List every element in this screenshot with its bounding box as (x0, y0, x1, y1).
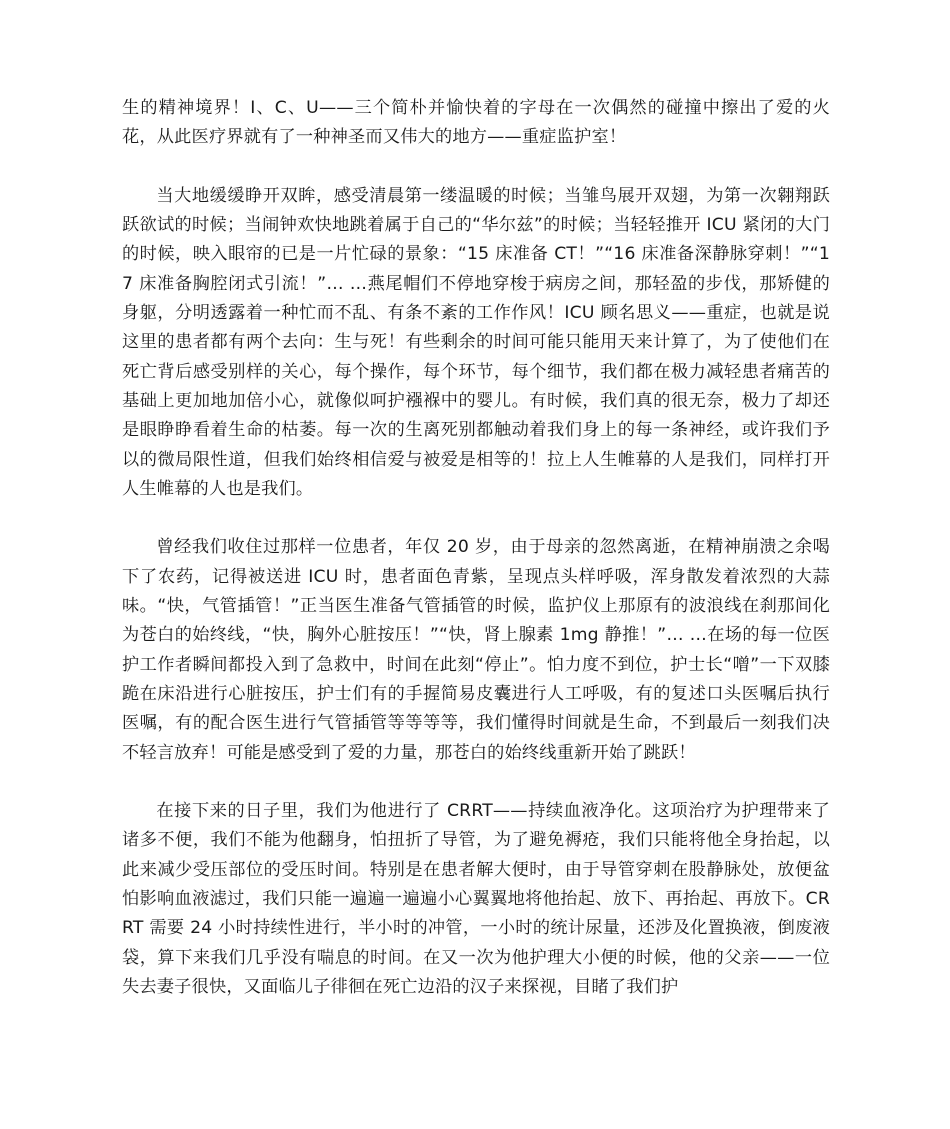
paragraph-4: 在接下来的日子里，我们为他进行了 CRRT——持续血液净化。这项治疗为护理带来了诸多不便，我们不能为他翻身，怕扭折了导管，为了避免褥疮，我们只能将他全身抬起，以此来减少受压部位的受压时间。特别是在患者解大便时，由于导管穿刺在股静脉处，放便盆怕影响血液滤过，我们只能一遍遍一遍遍小心翼翼地将他抬起、放下、再抬起、再放下。CRRT 需要 24 小时持续性进行，半小时的冲管，一小时的统计尿量，还涉及化置换液，倒废液袋，算下来我们几乎没有喘息的时间。在又一次为他护理大小便的时候，他的父亲——一位失去妻子很快，又面临儿子徘徊在死亡边沿的汉子来探视，目睹了我们护 (122, 801, 830, 997)
paragraph-3: 曾经我们收住过那样一位患者，年仅 20 岁，由于母亲的忽然离逝，在精神崩溃之余喝下了农药，记得被送进 ICU 时，患者面色青紫，呈现点头样呼吸，浑身散发着浓烈的大蒜味。“快，气管插管！”正当医生准备气管插管的时候，监护仪上那原有的波浪线在刹那间化为苍白的始终线，“快，胸外心脏按压！”“快，肾上腺素 1mg 静推！”… …在场的每一位医护工作者瞬间都投入到了急救中，时间在此刻“停止”。怕力度不到位，护士长“噌”一下双膝跪在床沿进行心脏按压，护士们有的手握简易皮囊进行人工呼吸，有的复述口头医嘱后执行医嘱，有的配合医生进行气管插管等等等等，我们懂得时间就是生命，不到最后一刻我们决不轻言放弃！可能是感受到了爱的力量，那苍白的始终线重新开始了跳跃！ (122, 537, 830, 763)
document-page (122, 94, 830, 1032)
paragraph-1: 生的精神境界！I、C、U——三个简朴并愉快着的字母在一次偶然的碰撞中擦出了爱的火花，从此医疗界就有了一种神圣而又伟大的地方——重症监护室！ (122, 98, 830, 148)
paragraph-2: 当大地缓缓睁开双眸，感受清晨第一缕温暖的时候；当雏鸟展开双翅，为第一次翱翔跃跃欲试的时候；当闹钟欢快地跳着属于自己的“华尔兹”的时候；当轻轻推开 ICU 紧闭的大门的时候，映入眼帘的已是一片忙碌的景象：“15 床准备 CT！”“16 床准备深静脉穿刺！”“17 床准备胸腔闭式引流！”… …燕尾帽们不停地穿梭于病房之间，那轻盈的步伐，那矫健的身躯，分明透露着一种忙而不乱、有条不紊的工作作风！ICU 顾名思义——重症，也就是说这里的患者都有两个去向：生与死！有些剩余的时间可能只能用天来计算了，为了使他们在死亡背后感受别样的关心，每个操作，每个环节，每个细节，我们都在极力减轻患者痛苦的基础上更加地加倍小心，就像似呵护襁褓中的婴儿。有时候，我们真的很无奈，极力了却还是眼睁睁看着生命的枯萎。每一次的生离死别都触动着我们身上的每一条神经，或许我们予以的微局限性道，但我们始终相信爱与被爱是相等的！拉上人生帷幕的人是我们，同样打开人生帷幕的人也是我们。 (122, 185, 830, 499)
